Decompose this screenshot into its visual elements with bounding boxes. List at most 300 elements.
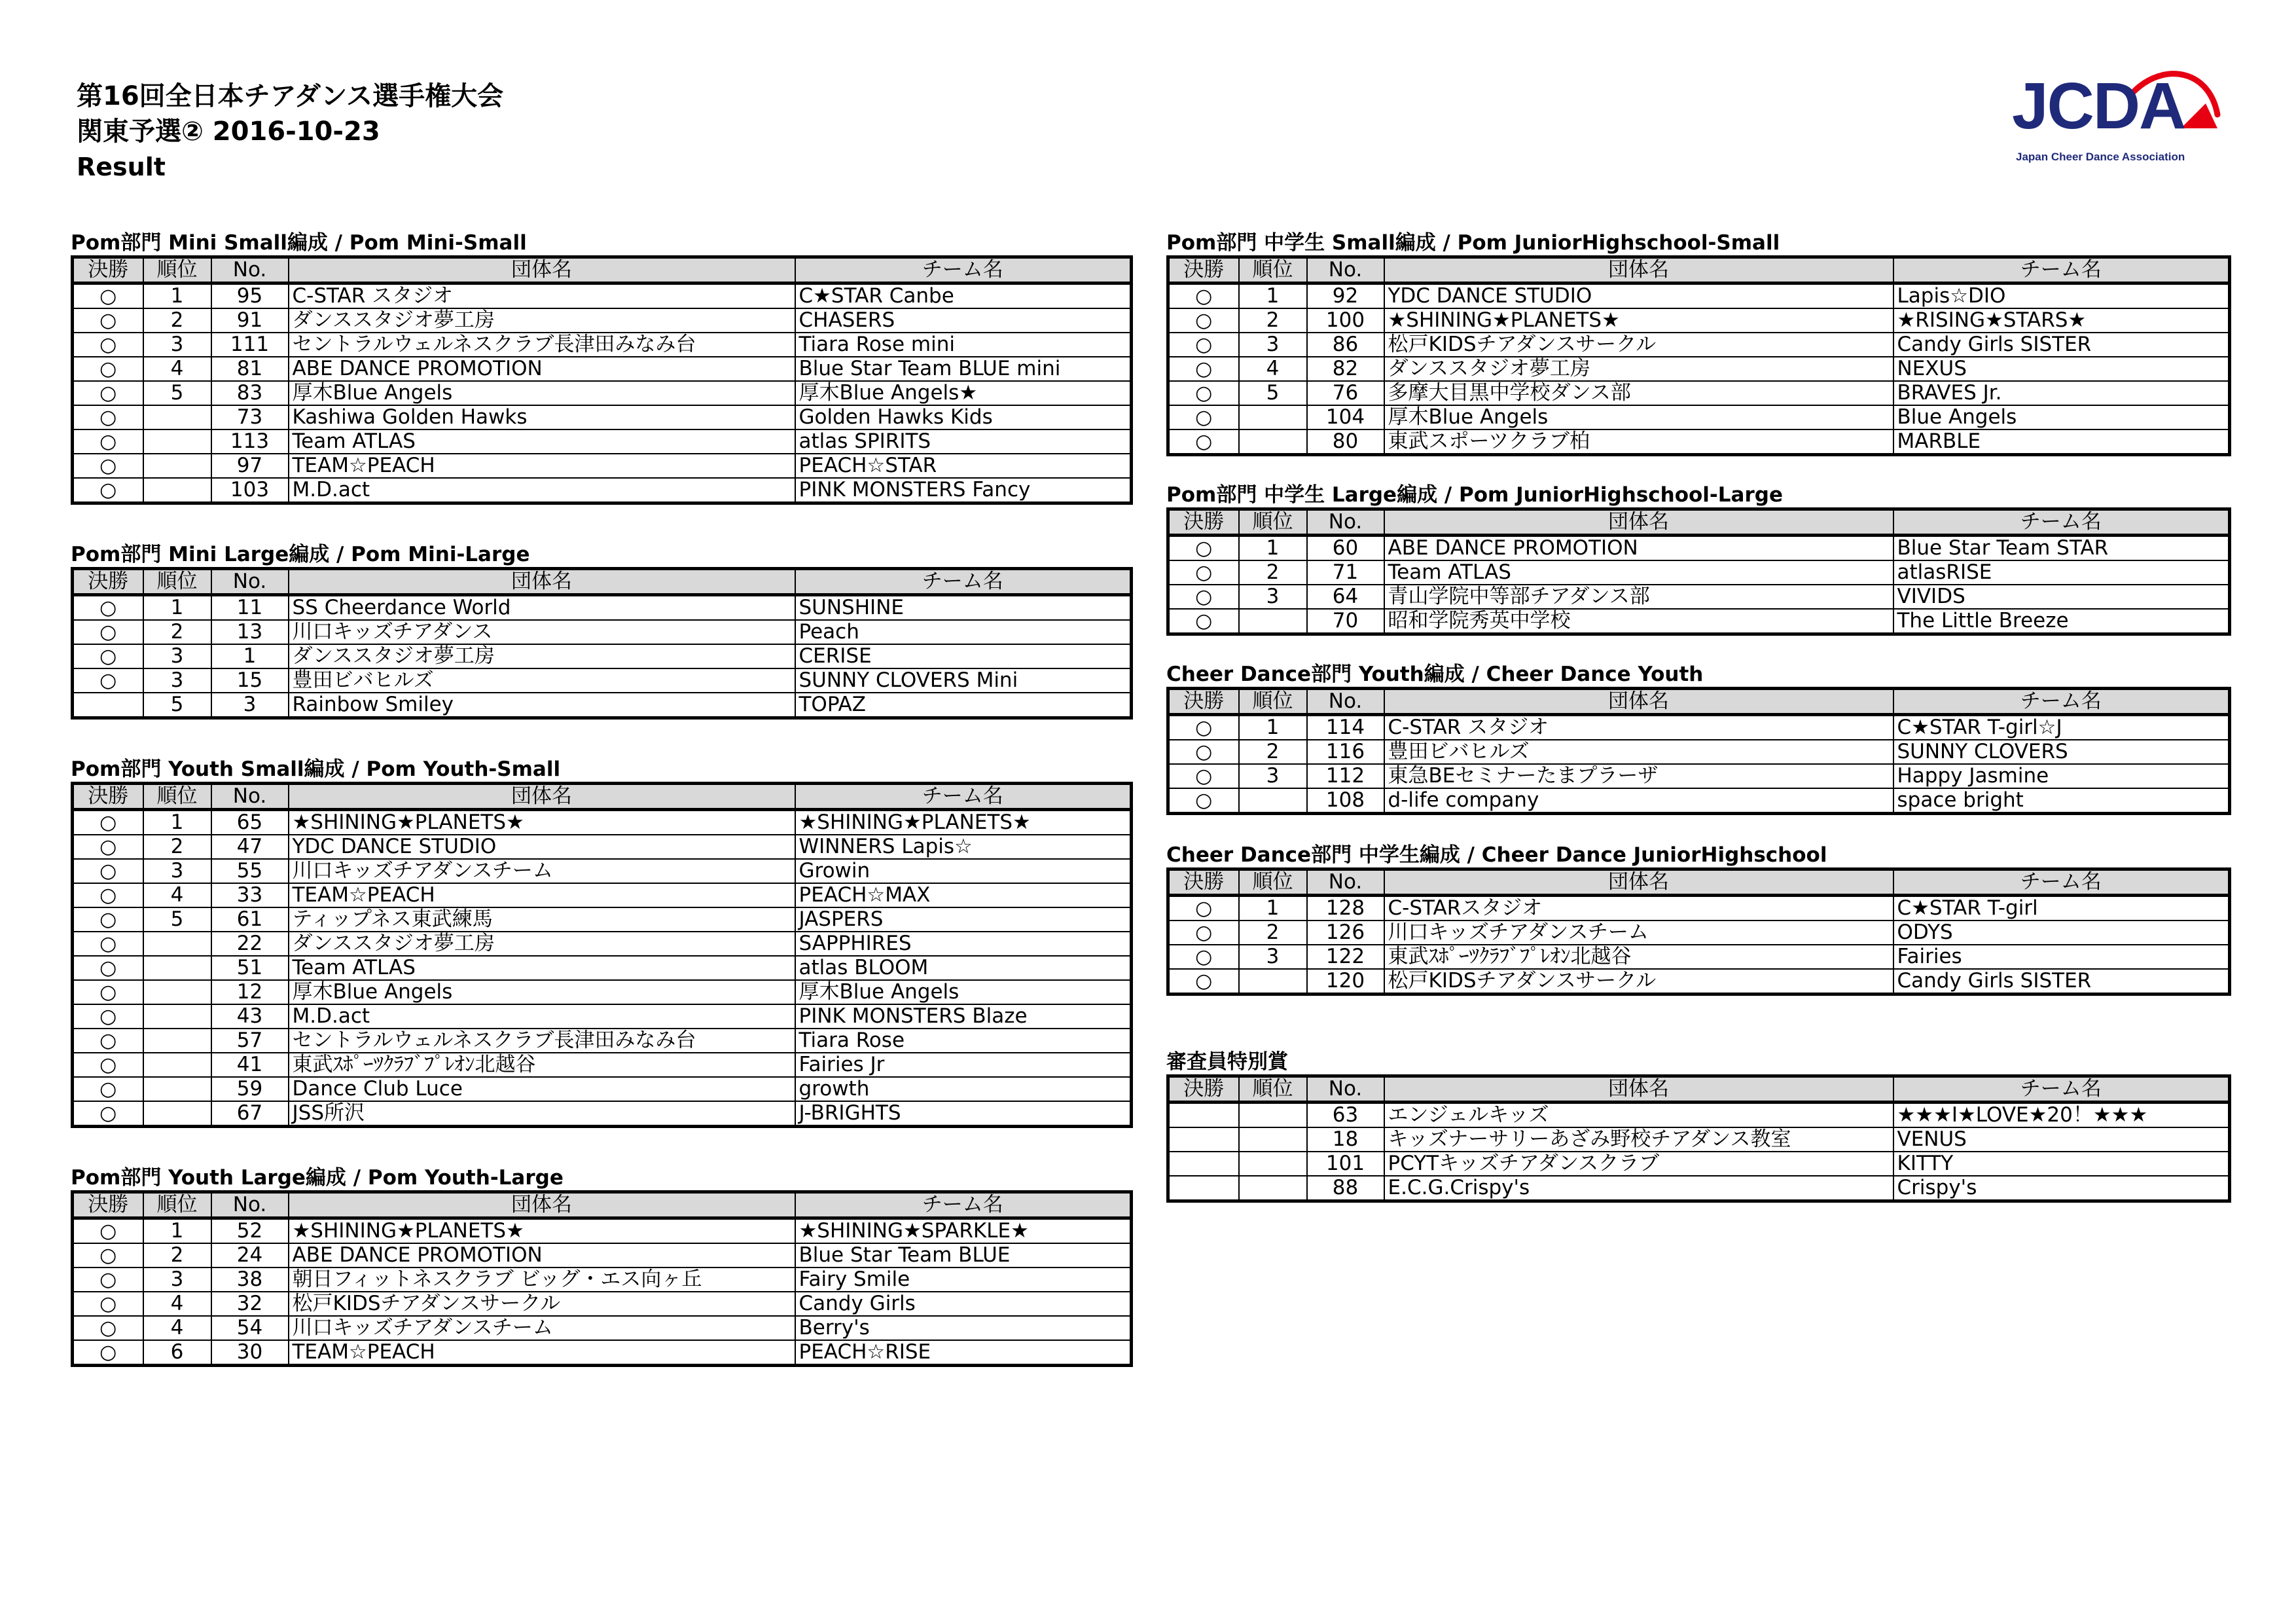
group-name-cell: ダンススタジオ夢工房	[289, 932, 795, 956]
header-group: 団体名	[1384, 1076, 1893, 1103]
entry-number-cell: 47	[211, 835, 289, 859]
team-name-cell: PEACH☆RISE	[795, 1340, 1132, 1366]
group-name-cell: YDC DANCE STUDIO	[289, 835, 795, 859]
rank-cell: 3	[1239, 333, 1307, 357]
header-no: No.	[211, 784, 289, 810]
group-name-cell: C-STAR スタジオ	[1384, 715, 1893, 740]
entry-number-cell: 128	[1307, 896, 1384, 921]
team-name-cell: VIVIDS	[1893, 585, 2230, 609]
table-row	[73, 883, 1132, 907]
header-group: 団体名	[289, 1192, 795, 1218]
rank-cell	[1239, 788, 1307, 814]
table-row	[73, 980, 1132, 1004]
section-title: Pom部門 Youth Small編成 / Pom Youth-Small	[71, 757, 561, 781]
final-mark: ○	[73, 835, 143, 859]
team-name-cell: SUNSHINE	[795, 595, 1132, 621]
final-mark: ○	[73, 1316, 143, 1340]
entry-number-cell: 112	[1307, 764, 1384, 788]
rank-cell: 5	[143, 693, 211, 718]
team-name-cell: Berry's	[795, 1316, 1132, 1340]
final-mark: ○	[1168, 969, 1239, 994]
entry-number-cell: 71	[1307, 560, 1384, 585]
table-row	[1168, 1103, 2230, 1128]
group-name-cell: 厚木Blue Angels	[289, 381, 795, 405]
header-no: No.	[1307, 869, 1384, 896]
rank-cell	[143, 980, 211, 1004]
team-name-cell: Golden Hawks Kids	[795, 405, 1132, 429]
team-name-cell: ★SHINING★SPARKLE★	[795, 1218, 1132, 1244]
result-section	[1166, 481, 2231, 636]
entry-number-cell: 76	[1307, 381, 1384, 405]
final-mark: ○	[73, 357, 143, 381]
group-name-cell: ★SHINING★PLANETS★	[289, 810, 795, 835]
team-name-cell: Peach	[795, 620, 1132, 644]
table-row	[1168, 333, 2230, 357]
entry-number-cell: 91	[211, 308, 289, 333]
header-rank: 順位	[1239, 869, 1307, 896]
competition-name: 第16回全日本チアダンス選手権大会	[77, 81, 504, 111]
rank-cell: 4	[143, 357, 211, 381]
rank-cell: 4	[1239, 357, 1307, 381]
entry-number-cell: 92	[1307, 283, 1384, 309]
entry-number-cell: 61	[211, 907, 289, 932]
final-mark: ○	[1168, 560, 1239, 585]
group-name-cell: M.D.act	[289, 478, 795, 503]
table-row	[1168, 788, 2230, 814]
group-name-cell: ABE DANCE PROMOTION	[289, 1243, 795, 1267]
entry-number-cell: 122	[1307, 945, 1384, 969]
group-name-cell: PCYTキッズチアダンスクラブ	[1384, 1152, 1893, 1176]
rank-cell: 2	[1239, 308, 1307, 333]
rank-cell	[143, 1053, 211, 1077]
final-mark	[1168, 1103, 1239, 1128]
final-mark: ○	[1168, 357, 1239, 381]
group-name-cell: d-life company	[1384, 788, 1893, 814]
table-row	[73, 308, 1132, 333]
table-row	[73, 283, 1132, 309]
header-no: No.	[1307, 689, 1384, 715]
header-rank: 順位	[143, 257, 211, 283]
group-name-cell: E.C.G.Crispy's	[1384, 1176, 1893, 1201]
rank-cell: 1	[1239, 896, 1307, 921]
team-name-cell: ★★★I★LOVE★20！★★★	[1893, 1103, 2230, 1128]
rank-cell: 1	[143, 283, 211, 309]
entry-number-cell: 33	[211, 883, 289, 907]
entry-number-cell: 11	[211, 595, 289, 621]
result-section	[71, 1164, 1133, 1367]
result-section	[71, 541, 1133, 720]
team-name-cell: atlas BLOOM	[795, 956, 1132, 980]
team-name-cell: Lapis☆DIO	[1893, 283, 2230, 309]
entry-number-cell: 116	[1307, 740, 1384, 764]
table-row	[1168, 536, 2230, 561]
table-row	[73, 1340, 1132, 1366]
group-name-cell: キッズナーサリーあざみ野校チアダンス教室	[1384, 1127, 1893, 1152]
team-name-cell: atlas SPIRITS	[795, 429, 1132, 454]
final-mark: ○	[73, 1267, 143, 1292]
result-section	[71, 756, 1133, 1128]
table-row	[1168, 1176, 2230, 1201]
logo-wordmark: JCDA	[2012, 69, 2185, 143]
logo-subtitle: Japan Cheer Dance Association	[2016, 151, 2185, 163]
header-rank: 順位	[1239, 509, 1307, 536]
group-name-cell: ABE DANCE PROMOTION	[289, 357, 795, 381]
group-name-cell: エンジェルキッズ	[1384, 1103, 1893, 1128]
rank-cell: 5	[143, 381, 211, 405]
table-row	[73, 1267, 1132, 1292]
table-row	[1168, 405, 2230, 429]
group-name-cell: Rainbow Smiley	[289, 693, 795, 718]
section-title: Pom部門 Youth Large編成 / Pom Youth-Large	[71, 1166, 564, 1190]
table-header-row	[1168, 869, 2230, 896]
entry-number-cell: 81	[211, 357, 289, 381]
header-final: 決勝	[73, 1192, 143, 1218]
final-mark: ○	[73, 381, 143, 405]
header-team: チーム名	[1893, 869, 2230, 896]
header-group: 団体名	[1384, 509, 1893, 536]
entry-number-cell: 88	[1307, 1176, 1384, 1201]
team-name-cell: Fairies	[1893, 945, 2230, 969]
final-mark: ○	[73, 1101, 143, 1127]
group-name-cell: TEAM☆PEACH	[289, 883, 795, 907]
group-name-cell: 川口キッズチアダンスチーム	[289, 859, 795, 883]
final-mark: ○	[73, 429, 143, 454]
final-mark: ○	[73, 668, 143, 693]
final-mark: ○	[1168, 381, 1239, 405]
final-mark: ○	[1168, 429, 1239, 455]
group-name-cell: 厚木Blue Angels	[289, 980, 795, 1004]
rank-cell: 1	[1239, 715, 1307, 740]
team-name-cell: J-BRIGHTS	[795, 1101, 1132, 1127]
team-name-cell: PINK MONSTERS Fancy	[795, 478, 1132, 503]
header-rank: 順位	[1239, 689, 1307, 715]
table-header-row	[1168, 257, 2230, 283]
entry-number-cell: 51	[211, 956, 289, 980]
table-row	[1168, 585, 2230, 609]
document-title	[77, 79, 503, 185]
group-name-cell: ダンススタジオ夢工房	[289, 644, 795, 668]
entry-number-cell: 100	[1307, 308, 1384, 333]
entry-number-cell: 15	[211, 668, 289, 693]
entry-number-cell: 59	[211, 1077, 289, 1101]
entry-number-cell: 104	[1307, 405, 1384, 429]
entry-number-cell: 12	[211, 980, 289, 1004]
rank-cell	[1239, 429, 1307, 455]
table-row	[1168, 560, 2230, 585]
final-mark	[1168, 1127, 1239, 1152]
team-name-cell: PEACH☆STAR	[795, 454, 1132, 478]
rank-cell	[1239, 1152, 1307, 1176]
rank-cell: 1	[143, 595, 211, 621]
section-title: Pom部門 中学生 Large編成 / Pom JuniorHighschool-Large	[1166, 483, 1783, 507]
group-name-cell: 多摩大目黒中学校ダンス部	[1384, 381, 1893, 405]
entry-number-cell: 82	[1307, 357, 1384, 381]
rank-cell: 2	[143, 308, 211, 333]
rank-cell: 6	[143, 1340, 211, 1366]
left-column	[71, 229, 1133, 1367]
header-final: 決勝	[73, 569, 143, 595]
group-name-cell: 厚木Blue Angels	[1384, 405, 1893, 429]
results-table	[1166, 1074, 2231, 1203]
rank-cell: 2	[143, 620, 211, 644]
team-name-cell: ★SHINING★PLANETS★	[795, 810, 1132, 835]
header-no: No.	[211, 569, 289, 595]
team-name-cell: TOPAZ	[795, 693, 1132, 718]
table-row	[73, 333, 1132, 357]
group-name-cell: C-STARスタジオ	[1384, 896, 1893, 921]
team-name-cell: space bright	[1893, 788, 2230, 814]
group-name-cell: 松戸KIDSチアダンスサークル	[289, 1292, 795, 1316]
header-rank: 順位	[143, 569, 211, 595]
team-name-cell: KITTY	[1893, 1152, 2230, 1176]
table-row	[1168, 945, 2230, 969]
rank-cell: 3	[143, 644, 211, 668]
team-name-cell: PEACH☆MAX	[795, 883, 1132, 907]
team-name-cell: C★STAR T-girl	[1893, 896, 2230, 921]
results-table	[1166, 507, 2231, 636]
team-name-cell: Tiara Rose mini	[795, 333, 1132, 357]
team-name-cell: Candy Girls	[795, 1292, 1132, 1316]
section-title: 審査員特別賞	[1166, 1050, 1288, 1074]
entry-number-cell: 22	[211, 932, 289, 956]
final-mark: ○	[73, 405, 143, 429]
team-name-cell: Growin	[795, 859, 1132, 883]
final-mark: ○	[73, 907, 143, 932]
team-name-cell: WINNERS Lapis☆	[795, 835, 1132, 859]
team-name-cell: VENUS	[1893, 1127, 2230, 1152]
results-table	[71, 1190, 1133, 1367]
rank-cell	[1239, 405, 1307, 429]
group-name-cell: TEAM☆PEACH	[289, 454, 795, 478]
rank-cell: 2	[1239, 740, 1307, 764]
results-table	[71, 255, 1133, 505]
table-row	[73, 1004, 1132, 1029]
group-name-cell: JSS所沢	[289, 1101, 795, 1127]
entry-number-cell: 63	[1307, 1103, 1384, 1128]
rank-cell: 3	[143, 333, 211, 357]
team-name-cell: Tiara Rose	[795, 1029, 1132, 1053]
final-mark: ○	[73, 1340, 143, 1366]
group-name-cell: YDC DANCE STUDIO	[1384, 283, 1893, 309]
table-row	[73, 1077, 1132, 1101]
group-name-cell: 川口キッズチアダンスチーム	[289, 1316, 795, 1340]
rank-cell: 3	[1239, 945, 1307, 969]
team-name-cell: 厚木Blue Angels	[795, 980, 1132, 1004]
final-mark: ○	[73, 308, 143, 333]
group-name-cell: TEAM☆PEACH	[289, 1340, 795, 1366]
table-row	[73, 1292, 1132, 1316]
table-row	[73, 956, 1132, 980]
rank-cell	[143, 478, 211, 503]
results-table	[71, 567, 1133, 720]
team-name-cell: BRAVES Jr.	[1893, 381, 2230, 405]
entry-number-cell: 73	[211, 405, 289, 429]
results-table	[71, 782, 1133, 1128]
entry-number-cell: 38	[211, 1267, 289, 1292]
right-column	[1166, 229, 2231, 1203]
table-header-row	[1168, 1076, 2230, 1103]
header-group: 団体名	[289, 569, 795, 595]
entry-number-cell: 13	[211, 620, 289, 644]
table-row	[73, 1218, 1132, 1244]
final-mark: ○	[73, 1292, 143, 1316]
team-name-cell: Happy Jasmine	[1893, 764, 2230, 788]
table-header-row	[73, 569, 1132, 595]
group-name-cell: 青山学院中等部チアダンス部	[1384, 585, 1893, 609]
header-rank: 順位	[143, 784, 211, 810]
team-name-cell: ★RISING★STARS★	[1893, 308, 2230, 333]
header-team: チーム名	[795, 569, 1132, 595]
entry-number-cell: 86	[1307, 333, 1384, 357]
rank-cell: 4	[143, 1292, 211, 1316]
header-group: 団体名	[289, 784, 795, 810]
results-table	[1166, 867, 2231, 996]
group-name-cell: ABE DANCE PROMOTION	[1384, 536, 1893, 561]
header-no: No.	[211, 1192, 289, 1218]
group-name-cell: Dance Club Luce	[289, 1077, 795, 1101]
header-no: No.	[1307, 509, 1384, 536]
group-name-cell: 東武スポーツクラブ柏	[1384, 429, 1893, 455]
header-final: 決勝	[73, 257, 143, 283]
final-mark: ○	[73, 333, 143, 357]
table-row	[1168, 1127, 2230, 1152]
table-row	[73, 1101, 1132, 1127]
entry-number-cell: 114	[1307, 715, 1384, 740]
rank-cell: 3	[1239, 585, 1307, 609]
table-row	[73, 1053, 1132, 1077]
table-row	[73, 1029, 1132, 1053]
table-row	[73, 907, 1132, 932]
group-name-cell: 松戸KIDSチアダンスサークル	[1384, 333, 1893, 357]
final-mark	[1168, 1152, 1239, 1176]
final-mark: ○	[73, 810, 143, 835]
entry-number-cell: 3	[211, 693, 289, 718]
header-team: チーム名	[1893, 689, 2230, 715]
header-team: チーム名	[1893, 509, 2230, 536]
header-final: 決勝	[1168, 1076, 1239, 1103]
group-name-cell: ★SHINING★PLANETS★	[1384, 308, 1893, 333]
table-row	[1168, 1152, 2230, 1176]
table-row	[1168, 308, 2230, 333]
team-name-cell: Blue Angels	[1893, 405, 2230, 429]
header-team: チーム名	[1893, 1076, 2230, 1103]
rank-cell: 2	[1239, 921, 1307, 945]
final-mark: ○	[73, 454, 143, 478]
final-mark: ○	[73, 620, 143, 644]
table-row	[73, 405, 1132, 429]
result-section	[1166, 661, 2231, 815]
team-name-cell: SUNNY CLOVERS Mini	[795, 668, 1132, 693]
header-final: 決勝	[1168, 869, 1239, 896]
team-name-cell: C★STAR Canbe	[795, 283, 1132, 309]
group-name-cell: 川口キッズチアダンス	[289, 620, 795, 644]
rank-cell	[143, 1077, 211, 1101]
rank-cell: 2	[143, 835, 211, 859]
table-row	[73, 859, 1132, 883]
header-group: 団体名	[1384, 257, 1893, 283]
jcda-logo	[2009, 65, 2232, 177]
header-rank: 順位	[1239, 1076, 1307, 1103]
rank-cell	[1239, 1176, 1307, 1201]
table-row	[73, 693, 1132, 718]
section-title: Pom部門 Mini Large編成 / Pom Mini-Large	[71, 543, 530, 566]
table-row	[1168, 609, 2230, 634]
table-row	[1168, 357, 2230, 381]
table-row	[1168, 921, 2230, 945]
rank-cell	[1239, 969, 1307, 994]
entry-number-cell: 120	[1307, 969, 1384, 994]
group-name-cell: セントラルウェルネスクラブ長津田みなみ台	[289, 333, 795, 357]
header-final: 決勝	[73, 784, 143, 810]
entry-number-cell: 1	[211, 644, 289, 668]
result-section	[1166, 1048, 2231, 1203]
final-mark: ○	[73, 883, 143, 907]
final-mark: ○	[73, 1218, 143, 1244]
entry-number-cell: 108	[1307, 788, 1384, 814]
header-rank: 順位	[143, 1192, 211, 1218]
final-mark: ○	[1168, 945, 1239, 969]
team-name-cell: Candy Girls SISTER	[1893, 333, 2230, 357]
result-section	[1166, 229, 2231, 456]
team-name-cell: MARBLE	[1893, 429, 2230, 455]
header-rank: 順位	[1239, 257, 1307, 283]
group-name-cell: 東急BEセミナーたまプラーザ	[1384, 764, 1893, 788]
group-name-cell: Kashiwa Golden Hawks	[289, 405, 795, 429]
team-name-cell: Blue Star Team STAR	[1893, 536, 2230, 561]
table-row	[73, 668, 1132, 693]
header-team: チーム名	[1893, 257, 2230, 283]
entry-number-cell: 43	[211, 1004, 289, 1029]
team-name-cell: Crispy's	[1893, 1176, 2230, 1201]
table-row	[73, 1316, 1132, 1340]
result-section	[71, 229, 1133, 505]
entry-number-cell: 57	[211, 1029, 289, 1053]
final-mark: ○	[73, 1004, 143, 1029]
team-name-cell: Fairy Smile	[795, 1267, 1132, 1292]
rank-cell: 3	[1239, 764, 1307, 788]
header-team: チーム名	[795, 1192, 1132, 1218]
rank-cell	[143, 1004, 211, 1029]
team-name-cell: Fairies Jr	[795, 1053, 1132, 1077]
final-mark	[73, 693, 143, 718]
group-name-cell: SS Cheerdance World	[289, 595, 795, 621]
table-row	[73, 454, 1132, 478]
table-row	[73, 381, 1132, 405]
table-row	[73, 478, 1132, 503]
rank-cell: 2	[1239, 560, 1307, 585]
rank-cell: 4	[143, 883, 211, 907]
group-name-cell: Team ATLAS	[289, 956, 795, 980]
final-mark	[1168, 1176, 1239, 1201]
group-name-cell: Team ATLAS	[289, 429, 795, 454]
table-row	[73, 357, 1132, 381]
team-name-cell: NEXUS	[1893, 357, 2230, 381]
results-table	[1166, 255, 2231, 456]
entry-number-cell: 111	[211, 333, 289, 357]
final-mark: ○	[73, 956, 143, 980]
final-mark: ○	[73, 644, 143, 668]
team-name-cell: ODYS	[1893, 921, 2230, 945]
group-name-cell: ダンススタジオ夢工房	[1384, 357, 1893, 381]
team-name-cell: CERISE	[795, 644, 1132, 668]
header-final: 決勝	[1168, 509, 1239, 536]
final-mark: ○	[73, 859, 143, 883]
entry-number-cell: 65	[211, 810, 289, 835]
group-name-cell: 川口キッズチアダンスチーム	[1384, 921, 1893, 945]
group-name-cell: M.D.act	[289, 1004, 795, 1029]
entry-number-cell: 126	[1307, 921, 1384, 945]
entry-number-cell: 30	[211, 1340, 289, 1366]
